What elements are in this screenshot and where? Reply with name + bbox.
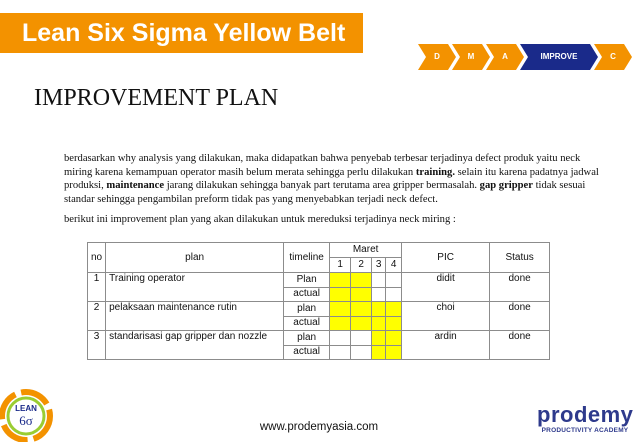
brand-name: prodemy: [537, 402, 634, 427]
row-timeline-plan: plan: [284, 331, 330, 346]
intro-text: berikut ini improvement plan yang akan dilakukan untuk mereduksi terjadinya neck miring :: [64, 214, 456, 225]
gantt-cell-filled: [386, 316, 402, 331]
row-timeline-actual: actual: [284, 316, 330, 331]
table-header-row: [88, 243, 550, 258]
paragraph-text-1: berdasarkan why analysis yang dilakukan, maka didapatkan bahwa penyebab terbesar terjadinya defect produk yaitu neck miring karena kemampuan operator masih belum merata sehingga perlu dilakukan: [64, 153, 581, 178]
dmaic-step-improve: [520, 44, 598, 70]
dmaic-step-a: [486, 44, 524, 70]
gantt-cell: [330, 331, 351, 346]
dmaic-step-a-label: A: [502, 52, 508, 61]
gantt-cell-filled: [372, 345, 386, 360]
dmaic-step-d-label: D: [434, 52, 440, 61]
gantt-cell-filled: [330, 316, 351, 331]
improvement-plan-table: [87, 242, 550, 360]
gantt-cell: [386, 273, 402, 288]
table-row: [88, 273, 550, 288]
gantt-cell-filled: [351, 287, 372, 302]
header-week-2: 2: [351, 258, 372, 273]
gantt-cell-filled: [351, 302, 372, 317]
row-pic: ardin: [402, 331, 490, 360]
header-pic: PIC: [402, 243, 490, 273]
row-plan: pelaksaan maintenance rutin: [106, 302, 284, 331]
row-timeline-actual: actual: [284, 345, 330, 360]
header-week-1: 1: [330, 258, 351, 273]
header-timeline: timeline: [284, 243, 330, 273]
row-no: 2: [88, 302, 106, 331]
paragraph-text-4: tidak sesuai standar sehingga pengambilan preform tidak pas yang menyebabkan terjadi neck defect.: [64, 180, 586, 205]
gantt-cell: [351, 345, 372, 360]
gantt-cell: [330, 345, 351, 360]
row-timeline-plan: plan: [284, 302, 330, 317]
dmaic-step-c-label: C: [610, 52, 616, 61]
row-plan: Training operator: [106, 273, 284, 302]
course-title: Lean Six Sigma Yellow Belt: [22, 19, 346, 47]
row-no: 3: [88, 331, 106, 360]
header-month: Maret: [330, 243, 402, 258]
header-status: Status: [490, 243, 550, 273]
paragraph-bold-gap-gripper: gap gripper: [479, 180, 533, 191]
row-timeline-actual: actual: [284, 287, 330, 302]
gantt-cell-filled: [330, 287, 351, 302]
gantt-cell: [386, 287, 402, 302]
paragraph-bold-training: training.: [415, 166, 455, 178]
gantt-cell-filled: [372, 316, 386, 331]
row-pic: didit: [402, 273, 490, 302]
row-timeline-plan: Plan: [284, 273, 330, 288]
header-no: no: [88, 243, 106, 273]
header-week-3: 3: [372, 258, 386, 273]
row-pic: choi: [402, 302, 490, 331]
dmaic-step-c: [594, 44, 632, 70]
gantt-cell-filled: [372, 331, 386, 346]
gantt-cell: [372, 273, 386, 288]
gantt-cell-filled: [330, 302, 351, 317]
lean-logo-top-text: LEAN: [15, 404, 37, 413]
row-plan: standarisasi gap gripper dan nozzle: [106, 331, 284, 360]
header-plan: plan: [106, 243, 284, 273]
gantt-cell-filled: [372, 302, 386, 317]
lean-logo-bottom-text: 6σ: [19, 413, 33, 428]
dmaic-step-improve-label: IMPROVE: [540, 52, 578, 61]
dmaic-step-m-label: M: [467, 52, 475, 61]
paragraph-text-2: selain itu karena padatnya jadwal produksi,: [64, 166, 599, 191]
analysis-paragraph: [64, 152, 604, 206]
dmaic-progress: [418, 44, 638, 70]
row-no: 1: [88, 273, 106, 302]
website-url: www.prodemyasia.com: [259, 421, 379, 433]
dmaic-step-d: [418, 44, 456, 70]
gantt-cell-filled: [351, 273, 372, 288]
table-row: [88, 331, 550, 346]
brand-tagline: PRODUCTIVITY ACADEMY: [541, 427, 629, 434]
gantt-cell-filled: [386, 302, 402, 317]
row-status: done: [490, 273, 550, 302]
dmaic-step-m: [452, 44, 490, 70]
row-status: done: [490, 302, 550, 331]
page-title: IMPROVEMENT PLAN: [34, 85, 279, 111]
gantt-cell: [351, 331, 372, 346]
paragraph-bold-maintenance: maintenance: [106, 180, 165, 191]
prodemy-logo: [537, 404, 633, 436]
gantt-cell: [372, 287, 386, 302]
table-row: [88, 302, 550, 317]
gantt-cell-filled: [351, 316, 372, 331]
row-status: done: [490, 331, 550, 360]
header-week-4: 4: [386, 258, 402, 273]
gantt-cell-filled: [330, 273, 351, 288]
gantt-cell-filled: [386, 331, 402, 346]
paragraph-text-3: jarang dilakukan sehingga banyak part terutama area gripper bermasalah.: [164, 180, 480, 191]
gantt-cell-filled: [386, 345, 402, 360]
